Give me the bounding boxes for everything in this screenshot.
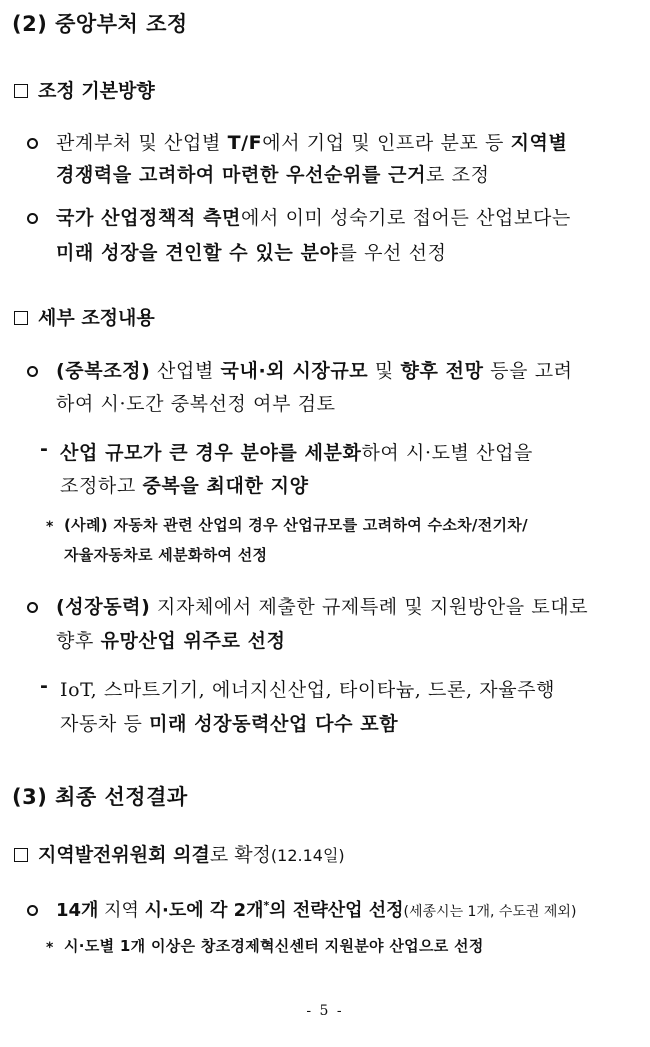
checkbox-square-icon [14, 84, 28, 98]
footnote-marker: * [263, 899, 270, 912]
text-bold: 지역발전위원회 의결 [38, 844, 210, 866]
text: 하여 시·도별 산업을 [361, 442, 533, 464]
text: 지자체에서 제출한 규제특례 및 지원방안을 토대로 [150, 596, 589, 618]
circle-bullet-icon [27, 905, 38, 916]
text-bold: 미래 성장을 견인할 수 있는 분야 [56, 242, 339, 264]
text: 지역 [98, 900, 145, 921]
circle-bullet-icon [27, 602, 38, 613]
text: 자동차 등 [60, 713, 150, 735]
detail-b2-line1 [56, 592, 588, 619]
detail-b1-note-line1: (사례) 자동차 관련 산업의 경우 산업규모를 고려하여 수소차/전기차/ [64, 516, 528, 534]
text-bold: 미래 성장동력산업 다수 포함 [149, 713, 399, 735]
text-bold: T/F [227, 132, 263, 154]
asterisk-mark: * [46, 519, 54, 535]
page-number: - 5 - [306, 1003, 344, 1019]
heading-detail-text: 세부 조정내용 [38, 307, 155, 329]
detail-b1-dash-line2 [60, 471, 309, 498]
section-3-title: (3) 최종 선정결과 [12, 785, 188, 809]
heading-detail [14, 303, 155, 330]
basic-b2-line2 [56, 238, 447, 265]
text: 로 조정 [426, 164, 490, 186]
text: (12.14일) [270, 846, 345, 865]
text-bold: 국내·외 시장규모 [220, 360, 369, 382]
circle-bullet-icon [27, 213, 38, 224]
text-bold: 향후 전망 [400, 360, 484, 382]
checkbox-square-icon [14, 848, 28, 862]
text: 향후 [56, 630, 101, 652]
heading-basic-direction-text: 조정 기본방향 [38, 80, 155, 102]
text-small: (세종시는 1개, 수도권 제외) [403, 904, 577, 920]
detail-b1-note-line2: 자율자동차로 세분화하여 선정 [64, 546, 268, 564]
dash-bullet: - [40, 675, 48, 697]
detail-b2-line2 [56, 626, 286, 653]
detail-b1-dash-line1 [60, 438, 533, 465]
text: 및 [368, 360, 401, 382]
text-bold: 지역별 [510, 132, 568, 154]
text-bold: 산업 규모가 큰 경우 분야를 세분화 [60, 442, 362, 464]
text: 로 확정 [209, 844, 271, 866]
asterisk-mark: * [46, 940, 54, 956]
text: 에서 기업 및 인프라 분포 등 [262, 132, 511, 154]
text-bold: 국가 산업정책적 측면 [56, 207, 242, 229]
text-bold: 의 전략산업 선정 [269, 900, 404, 921]
circle-bullet-icon [27, 138, 38, 149]
basic-b1-line2 [56, 160, 490, 187]
dash-bullet: - [40, 438, 48, 460]
text: 관계부처 및 산업별 [56, 132, 228, 154]
basic-b1-line1 [56, 128, 567, 155]
detail-b2-dash-line1: IoT, 스마트기기, 에너지신산업, 타이타늄, 드론, 자율주행 [60, 679, 556, 701]
text-bold: (성장동력) [56, 596, 151, 618]
final-note: 시·도별 1개 이상은 창조경제혁신센터 지원분야 산업으로 선정 [64, 937, 484, 955]
text-bold: 경쟁력을 고려하여 마련한 우선순위를 근거 [56, 164, 427, 186]
text: 등을 고려 [483, 360, 573, 382]
text-bold: 유망산업 위주로 선정 [100, 630, 286, 652]
detail-b1-line2: 하여 시·도간 중복선정 여부 검토 [56, 393, 336, 415]
text: 산업별 [150, 360, 221, 382]
text: 를 우선 선정 [338, 242, 447, 264]
text-bold: 시·도에 각 2개 [144, 900, 264, 921]
detail-b2-dash-line2 [60, 709, 398, 736]
text-bold: 14개 [56, 900, 99, 921]
checkbox-square-icon [14, 311, 28, 325]
text: 조정하고 [60, 475, 143, 497]
section-2-title: (2) 중앙부처 조정 [12, 12, 188, 36]
circle-bullet-icon [27, 366, 38, 377]
text-bold: (중복조정) [56, 360, 151, 382]
text: 에서 이미 성숙기로 접어든 산업보다는 [241, 207, 571, 229]
text-bold: 중복을 최대한 지양 [142, 475, 309, 497]
final-b1-line [56, 896, 576, 922]
heading-basic-direction [14, 76, 155, 103]
heading-final [14, 840, 345, 867]
basic-b2-line1 [56, 203, 571, 230]
detail-b1-line1 [56, 356, 573, 383]
